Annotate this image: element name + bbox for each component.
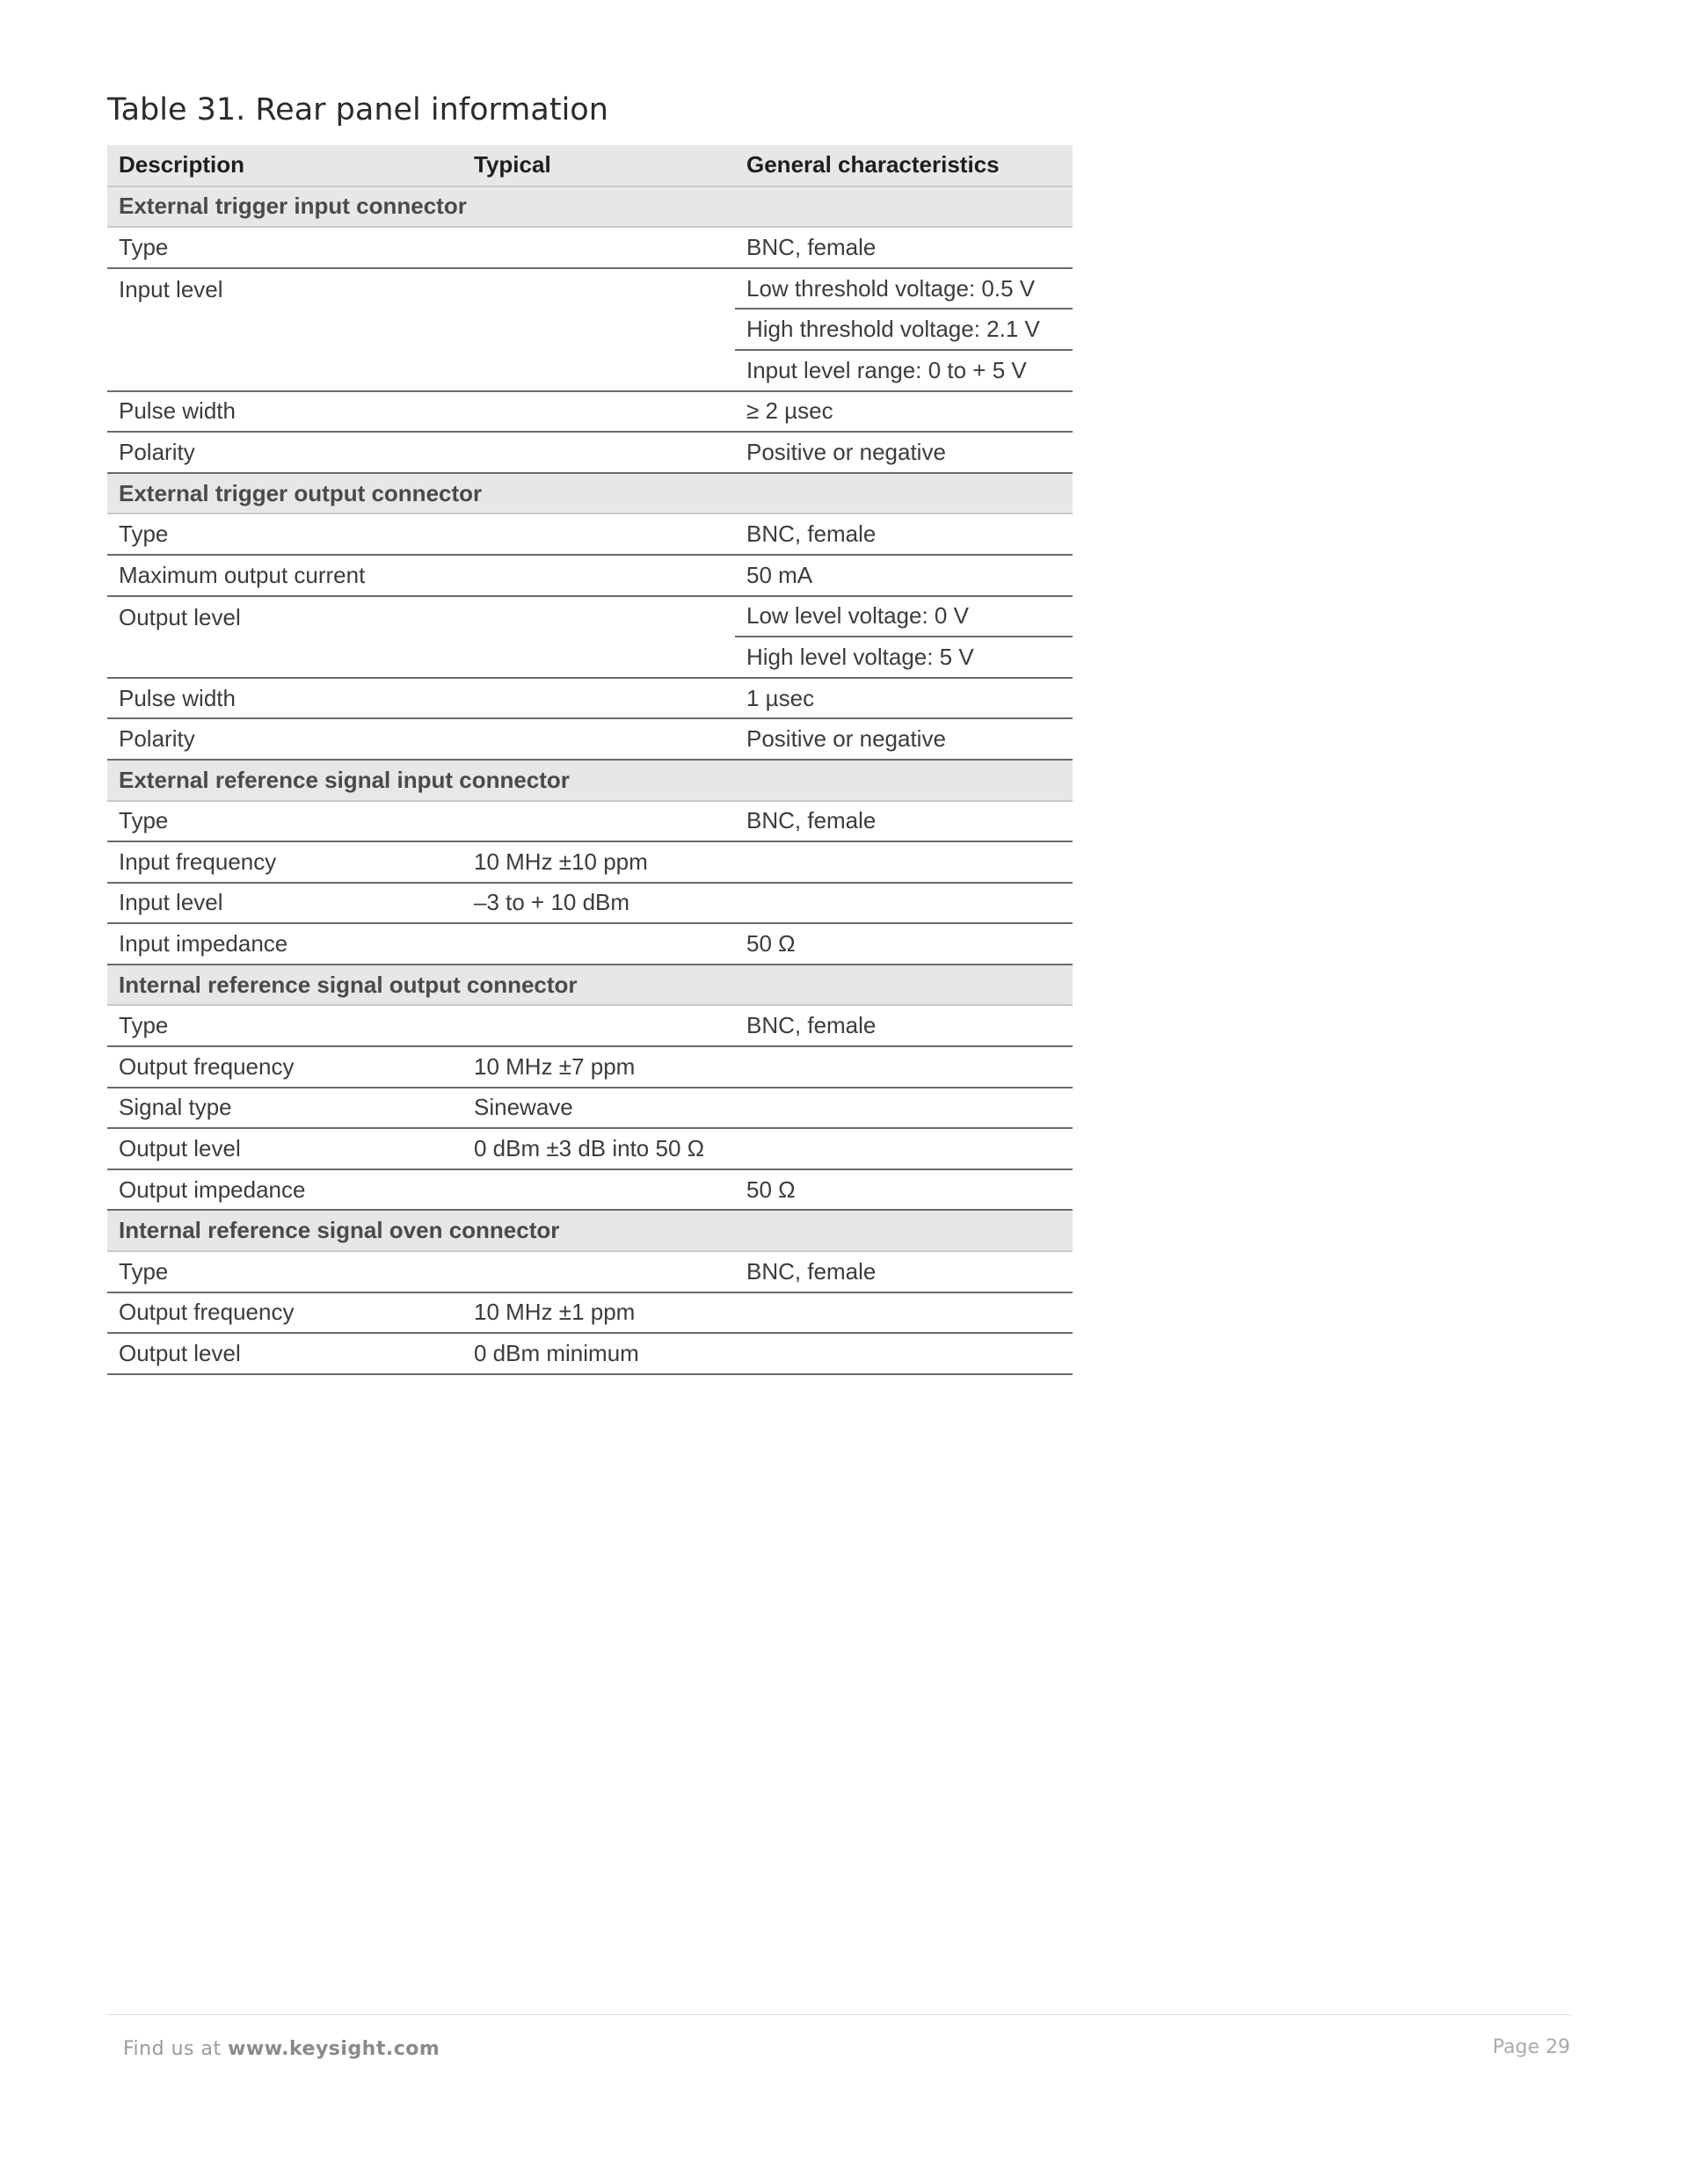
row-general: ≥ 2 µsec: [735, 391, 1073, 433]
row-typical: 10 MHz ±1 ppm: [462, 1292, 735, 1334]
section-title: Internal reference signal output connector: [107, 965, 1073, 1006]
row-label: Input frequency: [107, 841, 462, 883]
rear-panel-table: [107, 145, 1073, 1375]
row-typical: [462, 1005, 735, 1046]
row-label: Output level: [107, 1128, 462, 1169]
row-label: Signal type: [107, 1088, 462, 1129]
row-general: [735, 1046, 1073, 1088]
row-label: Type: [107, 1005, 462, 1046]
footer-find-us-prefix: Find us at: [123, 2038, 229, 2060]
row-label: Output level: [107, 596, 735, 678]
table-row: [107, 1333, 1073, 1374]
table-row: [107, 513, 1073, 555]
footer-url-link[interactable]: www.keysight.com: [228, 2038, 440, 2060]
table-row: [107, 1169, 1073, 1211]
table-row: [107, 391, 1073, 433]
row-label: Type: [107, 227, 462, 268]
row-general: BNC, female: [735, 1005, 1073, 1046]
row-typical: [462, 555, 735, 596]
row-label: Input level: [107, 883, 462, 924]
table-row: [107, 841, 1073, 883]
table-row: [107, 1005, 1073, 1046]
row-label: Output level: [107, 1333, 462, 1374]
row-typical: [462, 391, 735, 433]
table-row: [107, 923, 1073, 965]
section-title: Internal reference signal oven connector: [107, 1210, 1073, 1251]
section-title: External trigger input connector: [107, 186, 1073, 228]
row-label: Input impedance: [107, 923, 462, 965]
row-typical: 10 MHz ±7 ppm: [462, 1046, 735, 1088]
row-typical: –3 to + 10 dBm: [462, 883, 735, 924]
header-typical: Typical: [462, 145, 735, 186]
section-row: [107, 186, 1073, 228]
section-row: [107, 760, 1073, 801]
row-typical: [462, 923, 735, 965]
row-general: High level voltage: 5 V: [735, 637, 1073, 678]
row-general: BNC, female: [735, 1251, 1073, 1292]
row-general: 1 µsec: [735, 678, 1073, 719]
section-title: External reference signal input connector: [107, 760, 1073, 801]
row-general: 50 mA: [735, 555, 1073, 596]
row-typical: [462, 718, 735, 760]
row-general: [735, 1128, 1073, 1169]
row-typical: Sinewave: [462, 1088, 735, 1129]
row-typical: [462, 513, 735, 555]
row-label: Output frequency: [107, 1046, 462, 1088]
row-general: [735, 1292, 1073, 1334]
table-title: Table 31. Rear panel information: [107, 92, 608, 127]
row-general: Input level range: 0 to + 5 V: [735, 350, 1073, 391]
row-label: Type: [107, 801, 462, 842]
table-row: [107, 268, 1073, 309]
table-row: [107, 883, 1073, 924]
row-general: [735, 841, 1073, 883]
row-general: 50 Ω: [735, 923, 1073, 965]
row-general: High threshold voltage: 2.1 V: [735, 309, 1073, 350]
section-title: External trigger output connector: [107, 473, 1073, 514]
table-row: [107, 1088, 1073, 1129]
table-row: [107, 1128, 1073, 1169]
section-row: [107, 965, 1073, 1006]
table-row: [107, 1251, 1073, 1292]
row-general: Positive or negative: [735, 718, 1073, 760]
row-general: [735, 883, 1073, 924]
header-general-characteristics: General characteristics: [735, 145, 1073, 186]
row-label: Type: [107, 1251, 462, 1292]
footer-divider: [107, 2014, 1571, 2015]
row-general: BNC, female: [735, 227, 1073, 268]
row-typical: [462, 801, 735, 842]
row-label: Maximum output current: [107, 555, 462, 596]
row-general: [735, 1333, 1073, 1374]
row-typical: [462, 1169, 735, 1211]
table-row: [107, 596, 1073, 637]
header-description: Description: [107, 145, 462, 186]
row-label: Output impedance: [107, 1169, 462, 1211]
row-typical: [462, 227, 735, 268]
table-row: [107, 801, 1073, 842]
row-typical: [462, 678, 735, 719]
section-row: [107, 1210, 1073, 1251]
section-row: [107, 473, 1073, 514]
row-general: Low threshold voltage: 0.5 V: [735, 268, 1073, 309]
row-typical: 10 MHz ±10 ppm: [462, 841, 735, 883]
table-header-row: [107, 145, 1073, 186]
row-label: Input level: [107, 268, 735, 391]
row-typical: [462, 1251, 735, 1292]
table-row: [107, 1046, 1073, 1088]
row-label: Polarity: [107, 432, 462, 473]
page-number: Page 29: [1492, 2036, 1570, 2058]
row-general: 50 Ω: [735, 1169, 1073, 1211]
row-general: BNC, female: [735, 801, 1073, 842]
row-label: Pulse width: [107, 391, 462, 433]
table-row: [107, 678, 1073, 719]
row-label: Pulse width: [107, 678, 462, 719]
row-general: BNC, female: [735, 513, 1073, 555]
table-row: [107, 227, 1073, 268]
row-label: Output frequency: [107, 1292, 462, 1334]
row-general: Low level voltage: 0 V: [735, 596, 1073, 637]
table-row: [107, 718, 1073, 760]
footer-find-us: [123, 2038, 440, 2060]
table-row: [107, 555, 1073, 596]
row-general: Positive or negative: [735, 432, 1073, 473]
row-typical: 0 dBm ±3 dB into 50 Ω: [462, 1128, 735, 1169]
row-typical: [462, 432, 735, 473]
table-row: [107, 1292, 1073, 1334]
row-label: Polarity: [107, 718, 462, 760]
table-row: [107, 432, 1073, 473]
row-general: [735, 1088, 1073, 1129]
row-typical: 0 dBm minimum: [462, 1333, 735, 1374]
row-label: Type: [107, 513, 462, 555]
